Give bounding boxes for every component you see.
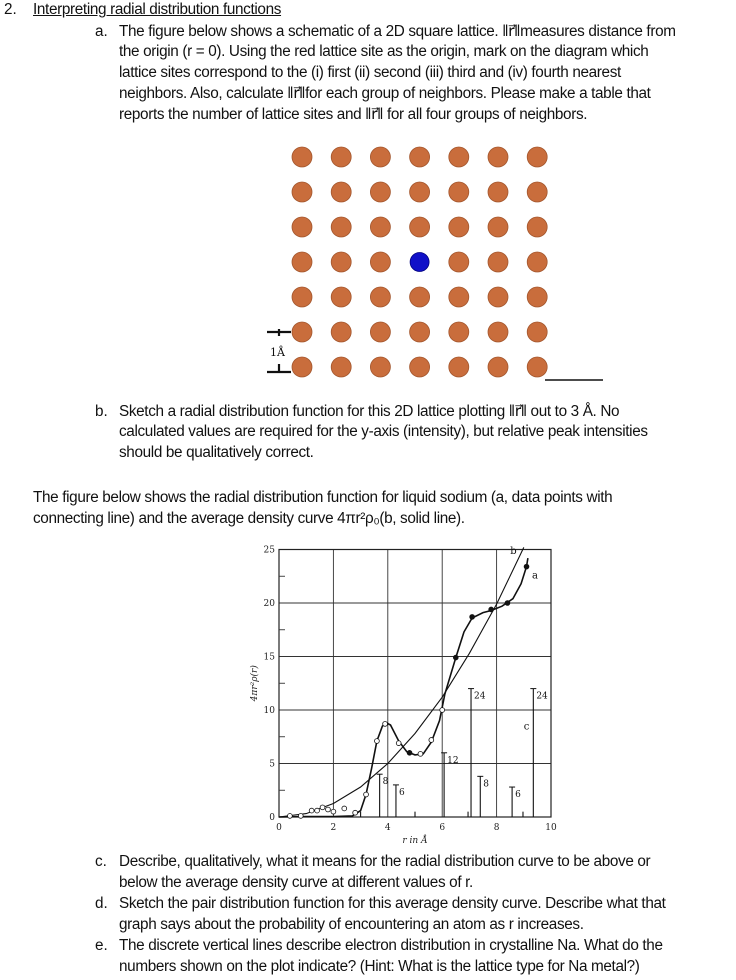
lattice-site bbox=[292, 252, 312, 272]
lattice-site bbox=[449, 182, 469, 202]
data-point bbox=[383, 722, 388, 727]
lattice-site bbox=[488, 252, 508, 272]
part-d-line: Sketch the pair distribution function for this average density curve. Describe what that bbox=[119, 895, 666, 912]
data-point bbox=[375, 739, 380, 744]
y-axis-label: 4πr²ρ(r) bbox=[250, 665, 260, 702]
crystal-line bbox=[530, 689, 548, 817]
average-density-curve-b bbox=[279, 547, 524, 817]
data-point bbox=[429, 738, 434, 743]
x-tick-label: 2 bbox=[330, 823, 337, 833]
section-number: 2. bbox=[4, 1, 17, 18]
data-point bbox=[320, 805, 325, 810]
lattice-site bbox=[370, 182, 390, 202]
lattice-site bbox=[331, 357, 351, 377]
lattice-site bbox=[370, 252, 390, 272]
data-point bbox=[524, 564, 529, 569]
lattice-site bbox=[331, 182, 351, 202]
lattice-site bbox=[488, 147, 508, 167]
lattice-site bbox=[449, 322, 469, 342]
lattice-site bbox=[331, 252, 351, 272]
lattice-site bbox=[292, 322, 312, 342]
lattice-site bbox=[370, 217, 390, 237]
origin-lattice-site bbox=[410, 253, 429, 272]
lattice-site bbox=[292, 182, 312, 202]
intro-line: The figure below shows the radial distribution function for liquid sodium (a, data points with bbox=[33, 489, 613, 506]
curve-label-b: b bbox=[510, 545, 517, 557]
part-c-label: c. bbox=[95, 853, 107, 870]
crystal-line bbox=[509, 787, 521, 817]
coordination-number-label: 6 bbox=[398, 787, 405, 798]
x-tick-label: 4 bbox=[384, 823, 391, 833]
part-e-label: e. bbox=[95, 937, 108, 954]
data-point bbox=[309, 808, 314, 813]
lattice-site bbox=[527, 357, 547, 377]
lattice-site bbox=[331, 147, 351, 167]
data-point bbox=[453, 655, 458, 660]
data-point bbox=[396, 741, 401, 746]
lattice-site bbox=[527, 287, 547, 307]
coordination-number-label: 24 bbox=[474, 691, 486, 702]
lattice-site bbox=[410, 217, 430, 237]
coordination-number-label: 6 bbox=[515, 790, 521, 801]
data-point bbox=[326, 807, 331, 812]
data-point bbox=[418, 751, 423, 756]
lattice-site bbox=[292, 147, 312, 167]
part-c-line: below the average density curve at different values of r. bbox=[119, 874, 473, 891]
part-a-label: a. bbox=[95, 23, 108, 40]
data-point bbox=[298, 814, 303, 819]
lattice-site bbox=[527, 217, 547, 237]
lattice-site bbox=[331, 322, 351, 342]
part-d-label: d. bbox=[95, 895, 108, 912]
lattice-site bbox=[370, 357, 390, 377]
rdf-curve-a bbox=[279, 558, 528, 817]
lattice-site bbox=[488, 217, 508, 237]
part-b-line: calculated values are required for the y-axis (intensity), but relative peak intensities bbox=[119, 423, 648, 440]
data-point bbox=[407, 750, 412, 755]
part-d-line: graph says about the probability of encountering an atom as r increases. bbox=[119, 916, 584, 933]
part-a-line: lattice sites correspond to the (i) first (ii) second (iii) third and (iv) fourth nearest bbox=[119, 64, 621, 81]
part-c-line: Describe, qualitatively, what it means for the radial distribution curve to be above or bbox=[119, 853, 651, 870]
data-point bbox=[287, 814, 292, 819]
lattice-site bbox=[488, 322, 508, 342]
lattice-site bbox=[449, 252, 469, 272]
lattice-site bbox=[292, 357, 312, 377]
coordination-number-label: 8 bbox=[382, 777, 389, 788]
x-tick-label: 6 bbox=[439, 823, 446, 833]
intro-line: connecting line) and the average density curve 4πr²ρ₀(b, solid line). bbox=[33, 510, 465, 527]
data-point bbox=[342, 806, 347, 811]
part-b-line: should be qualitatively correct. bbox=[119, 444, 314, 461]
part-a-line: reports the number of lattice sites and ‖r⃗‖ for all four groups of neighbors. bbox=[119, 106, 588, 123]
y-tick-label: 0 bbox=[269, 813, 275, 823]
plot-border bbox=[279, 550, 551, 818]
part-a-line: neighbors. Also, calculate ‖r⃗‖for each group of neighbors. Please make a table that bbox=[119, 85, 651, 102]
lattice-site bbox=[527, 182, 547, 202]
part-e-line: The discrete vertical lines describe electron distribution in crystalline Na. What do the bbox=[119, 937, 663, 954]
scale-label: 1Å bbox=[270, 346, 285, 359]
lattice-site bbox=[410, 322, 430, 342]
data-point bbox=[331, 809, 336, 814]
lattice-site bbox=[488, 287, 508, 307]
lattice-site bbox=[410, 182, 430, 202]
x-tick-label: 8 bbox=[493, 823, 500, 833]
lattice-site bbox=[488, 182, 508, 202]
lattice-site bbox=[527, 252, 547, 272]
curve-label-c: c bbox=[523, 721, 530, 733]
lattice-site bbox=[527, 147, 547, 167]
part-b-label: b. bbox=[95, 403, 108, 420]
coordination-number-label: 12 bbox=[447, 755, 459, 766]
y-tick-label: 5 bbox=[269, 759, 275, 770]
lattice-site bbox=[527, 322, 547, 342]
radial-distribution-chart bbox=[0, 530, 736, 850]
lattice-site bbox=[410, 147, 430, 167]
plot-frame bbox=[279, 550, 551, 818]
y-tick-label: 20 bbox=[263, 599, 275, 609]
lattice-site bbox=[292, 287, 312, 307]
lattice-site bbox=[370, 322, 390, 342]
coordination-number-label: 24 bbox=[536, 691, 548, 702]
crystal-line bbox=[377, 774, 389, 817]
data-point bbox=[489, 607, 494, 612]
square-lattice-figure bbox=[0, 0, 736, 400]
lattice-site bbox=[449, 287, 469, 307]
data-point bbox=[470, 615, 475, 620]
lattice-site bbox=[488, 357, 508, 377]
data-point bbox=[505, 601, 510, 606]
lattice-site bbox=[410, 287, 430, 307]
coordination-number-label: 8 bbox=[483, 779, 490, 790]
scale-bar bbox=[267, 329, 291, 372]
lattice-site bbox=[331, 287, 351, 307]
part-e-line: numbers shown on the plot indicate? (Hint: What is the lattice type for Na metal?) bbox=[119, 958, 640, 975]
y-tick-label: 25 bbox=[263, 545, 275, 556]
part-a-line: the origin (r = 0). Using the red lattice site as the origin, mark on the diagram which bbox=[119, 43, 649, 60]
part-a-line: The figure below shows a schematic of a 2D square lattice. ‖r⃗‖measures distance from bbox=[119, 23, 676, 40]
y-tick-label: 15 bbox=[263, 652, 275, 663]
crystal-line bbox=[441, 753, 458, 817]
lattice-site bbox=[292, 217, 312, 237]
lattice-site bbox=[449, 357, 469, 377]
part-b-line: Sketch a radial distribution function for this 2D lattice plotting ‖r⃗‖ out to 3 Å. No bbox=[119, 403, 620, 420]
y-tick-label: 10 bbox=[263, 706, 275, 716]
lattice-site bbox=[331, 217, 351, 237]
lattice-site bbox=[370, 287, 390, 307]
crystal-line bbox=[477, 776, 489, 817]
lattice-site bbox=[410, 357, 430, 377]
data-point bbox=[440, 708, 445, 713]
lattice-site bbox=[370, 147, 390, 167]
data-point bbox=[364, 792, 369, 797]
x-tick-label: 10 bbox=[545, 823, 557, 833]
lattice-site bbox=[449, 147, 469, 167]
data-point bbox=[353, 810, 358, 815]
x-tick-label: 0 bbox=[276, 823, 282, 833]
curve-label-a: a bbox=[531, 570, 538, 582]
section-title: Interpreting radial distribution functions bbox=[33, 1, 282, 18]
lattice-site bbox=[449, 217, 469, 237]
crystal-line bbox=[393, 785, 405, 817]
data-point bbox=[315, 808, 320, 813]
crystal-line bbox=[468, 689, 486, 817]
x-axis-label: r in Å bbox=[402, 836, 428, 846]
